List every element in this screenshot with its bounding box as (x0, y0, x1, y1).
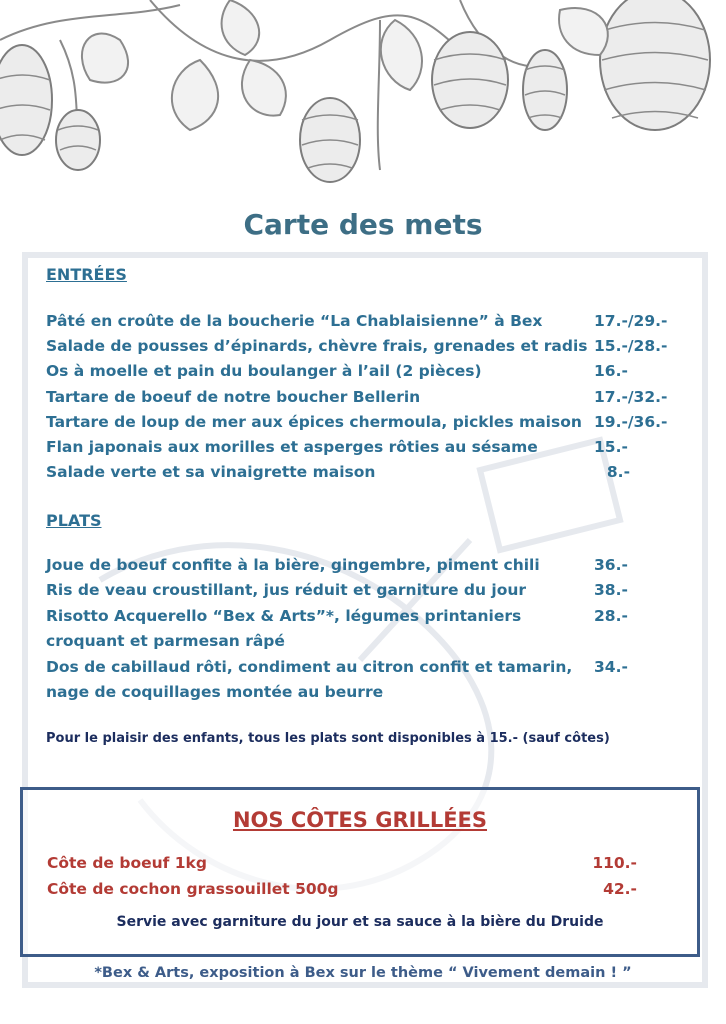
menu-item-name: Os à moelle et pain du boulanger à l’ail (2 pièces) (46, 362, 482, 381)
menu-item (46, 359, 686, 384)
menu-item (46, 460, 686, 485)
menu-item (46, 385, 686, 410)
page-title: Carte des mets (243, 208, 483, 241)
menu-item-price: 15.- (594, 437, 628, 456)
menu-item-price: 15.-/28.- (594, 337, 668, 356)
menu-item-name: Dos de cabillaud rôti, condiment au citron confit et tamarin, nage de coquillages montée au beurre (46, 657, 573, 702)
menu-item-price: 17.-/29.- (594, 312, 668, 330)
menu-item (46, 334, 686, 359)
menu-item-name: Joue de boeuf confite à la bière, gingembre, piment chili (46, 556, 540, 574)
menu-item-price: 110.- (592, 854, 637, 872)
menu-item-name: Ris de veau croustillant, jus réduit et garniture du jour (46, 581, 527, 600)
menu-item-name: Flan japonais aux morilles et asperges rôties au sésame (46, 437, 538, 456)
menu-item-price: 17.-/32.- (594, 387, 668, 406)
section-heading-entrees: ENTRÉES (46, 265, 127, 284)
menu-item-name: Salade de pousses d’épinards, chèvre frais, grenades et radis (46, 337, 588, 356)
menu-item-price: 34.- (594, 657, 628, 676)
menu-item (46, 604, 686, 655)
grill-box (20, 787, 700, 957)
menu-item-price: 16.- (594, 362, 628, 381)
entrees-list (46, 309, 686, 485)
section-heading-plats: PLATS (46, 511, 102, 530)
menu-item-price: 38.- (594, 581, 628, 600)
menu-item-name: Côte de cochon grassouillet 500g (47, 880, 339, 898)
menu-item (46, 578, 686, 603)
grill-heading: NOS CÔTES GRILLÉES (232, 808, 488, 832)
menu-item-name: Tartare de loup de mer aux épices chermoula, pickles maison (46, 412, 582, 431)
menu-item (46, 655, 686, 706)
menu-item (47, 854, 637, 872)
menu-item-price: 36.- (594, 556, 628, 574)
hops-illustration (0, 0, 726, 200)
menu-item (47, 880, 637, 898)
kids-note: Pour le plaisir des enfants, tous les plats sont disponibles à 15.- (sauf côtes) (46, 731, 610, 746)
menu-item-name: Salade verte et sa vinaigrette maison (46, 463, 376, 482)
grill-served-note: Servie avec garniture du jour et sa sauce à la bière du Druide (116, 914, 604, 930)
menu-item (46, 410, 686, 435)
menu-item (46, 553, 686, 578)
menu-item-price: 19.-/36.- (594, 412, 668, 431)
menu-item (46, 309, 686, 334)
menu-item-name: Tartare de boeuf de notre boucher Bellerin (46, 387, 421, 406)
menu-item-price: 8.- (606, 463, 630, 482)
menu-item-price: 42.- (603, 880, 637, 898)
menu-item-name: Côte de boeuf 1kg (47, 854, 207, 872)
menu-item-name: Risotto Acquerello “Bex & Arts”*, légumes printaniers croquant et parmesan râpé (46, 606, 522, 651)
menu-item (46, 435, 686, 460)
menu-item-name: Pâté en croûte de la boucherie “La Chablaisienne” à Bex (46, 312, 543, 330)
menu-item-price: 28.- (594, 606, 628, 625)
footnote: *Bex & Arts, exposition à Bex sur le thème “ Vivement demain ! ” (94, 965, 632, 981)
plats-list (46, 553, 686, 705)
